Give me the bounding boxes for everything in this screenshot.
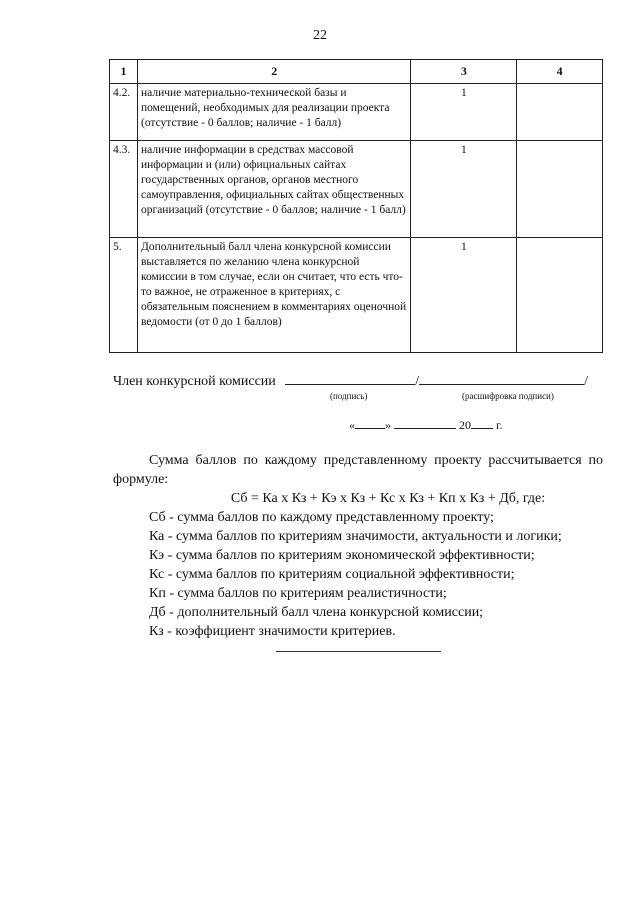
end-divider [276, 651, 441, 652]
year-prefix: 20 [459, 418, 471, 432]
formula-intro: Сумма баллов по каждому представленному проекту рассчитывается по формуле: [113, 453, 603, 487]
signature-decoding-field[interactable] [419, 372, 584, 385]
table-header-row [110, 60, 603, 84]
criteria-table [109, 59, 603, 353]
page-number: 22 [313, 28, 327, 43]
legend-item: Кс - сумма баллов по критериям социальной эффективности; [149, 567, 515, 582]
date-open-quote: « [349, 418, 355, 432]
year-suffix: г. [496, 418, 503, 432]
signature-caption: (подпись) [330, 391, 368, 401]
year-field[interactable] [471, 418, 493, 429]
date-close-quote: » [385, 418, 391, 432]
legend-item: Кз - коэффициент значимости критериев. [149, 624, 396, 639]
signature-end-slash: / [584, 374, 589, 389]
signature-line [113, 372, 603, 390]
row-number: 5. [110, 238, 138, 353]
legend-item: Сб - сумма баллов по каждому представленному проекту; [149, 510, 494, 525]
legend-item: Кп - сумма баллов по критериям реалистичности; [149, 586, 447, 601]
day-field[interactable] [355, 418, 385, 429]
legend-item: Дб - дополнительный балл члена конкурсной комиссии; [149, 605, 484, 620]
formula-section [113, 451, 603, 641]
month-field[interactable] [394, 418, 456, 429]
date-line [349, 418, 503, 433]
column-header: 1 [110, 60, 138, 84]
criterion-description: наличие информации в средствах массовой информации и (или) официальных сайтах государственных органов, органов местного самоуправления, официальных сайтах общественных организаций (отсутствие - 0 баллов; наличие - 1 балл) [137, 141, 410, 238]
legend-item: Ка - сумма баллов по критериям значимости, актуальности и логики; [149, 529, 562, 544]
signature-label: Член конкурсной комиссии [113, 374, 276, 389]
criterion-description: Дополнительный балл члена конкурсной комиссии выставляется по желанию члена конкурсной комиссии в том случае, если он считает, что есть что-то важное, не отраженное в критериях, с обязательным пояснением в комментариях оценочной ведомости (от 0 до 1 баллов) [137, 238, 410, 353]
table-row [110, 84, 603, 141]
score-cell [517, 141, 603, 238]
signature-field[interactable] [285, 372, 415, 385]
table-row [110, 141, 603, 238]
criterion-description: наличие материально-технической базы и помещений, необходимых для реализации проекта (отсутствие - 0 баллов; наличие - 1 балл) [137, 84, 410, 141]
row-number: 4.2. [110, 84, 138, 141]
column-header: 3 [411, 60, 517, 84]
column-header: 4 [517, 60, 603, 84]
column-header: 2 [137, 60, 410, 84]
max-score: 1 [411, 84, 517, 141]
row-number: 4.3. [110, 141, 138, 238]
score-cell [517, 238, 603, 353]
max-score: 1 [411, 141, 517, 238]
signature-separator: / [415, 374, 420, 389]
table-row [110, 238, 603, 353]
formula: Сб = Ка х Кз + Кэ х Кз + Кс х Кз + Кп х Кз + Дб, где: [230, 491, 546, 506]
legend-item: Кэ - сумма баллов по критериям экономической эффективности; [149, 548, 535, 563]
max-score: 1 [411, 238, 517, 353]
score-cell [517, 84, 603, 141]
decoding-caption: (расшифровка подписи) [462, 391, 554, 401]
